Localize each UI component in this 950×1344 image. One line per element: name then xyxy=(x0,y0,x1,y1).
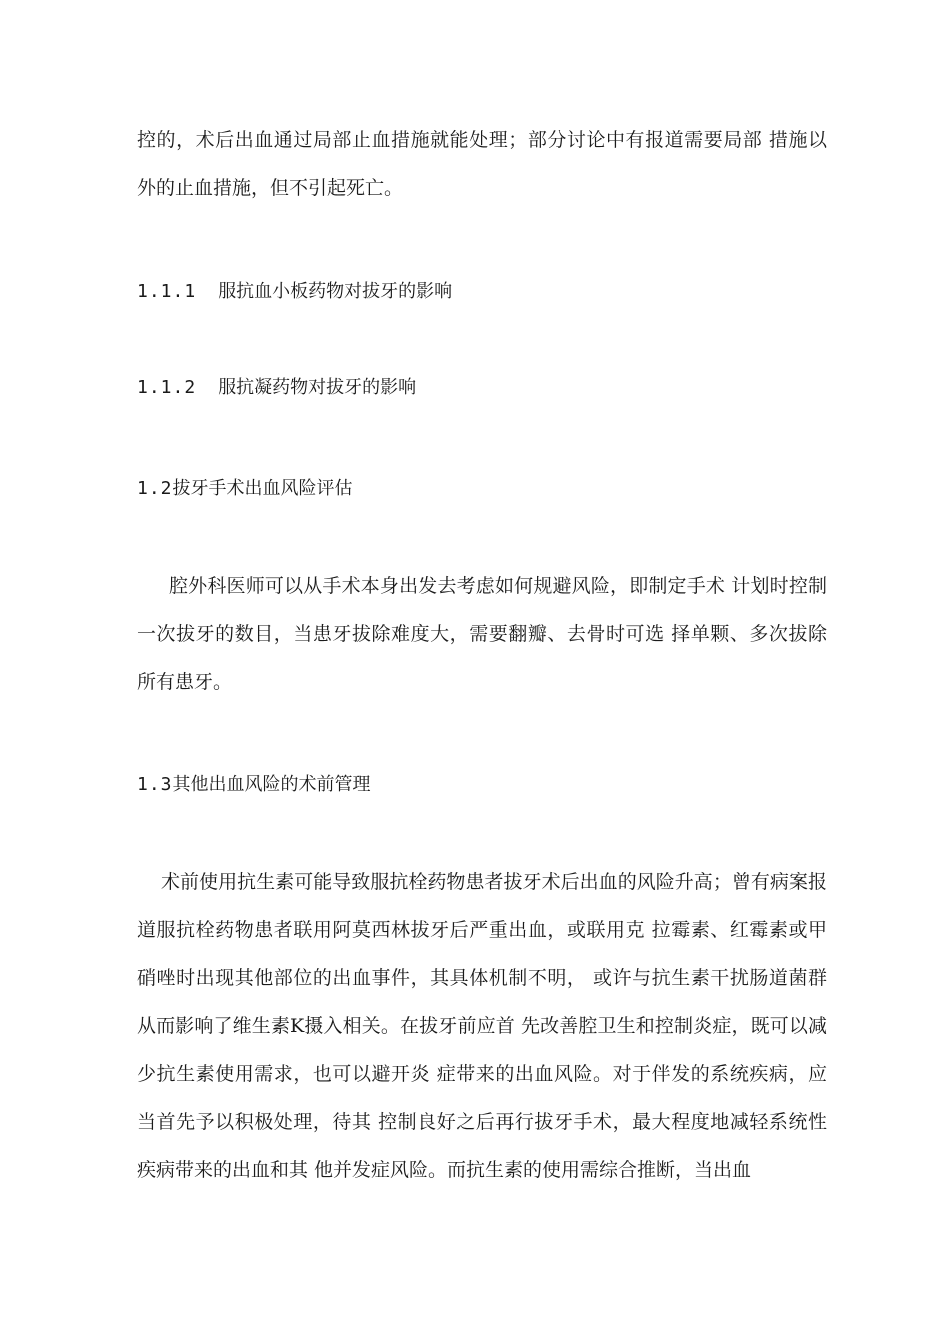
section-number: 1.1.1 xyxy=(137,281,197,302)
paragraph-risk-assessment: 腔外科医师可以从手术本身出发去考虑如何规避风险，即制定手术 计划时控制一次拔牙的数目，当患牙拔除难度大，需要翻瓣、去骨时可选 择单颗、多次拔除所有患牙。 xyxy=(137,575,827,693)
paragraph-preoperative-management: 术前使用抗生素可能导致服抗栓药物患者拔牙术后出血的风险升高；曾有病案报道服抗栓药物患者联用阿莫西林拔牙后严重出血，或联用克 拉霉素、红霉素或甲硝唑时出现其他部位的出血事件，其具体机制不明， 或许与抗生素干扰肠道菌群从而影响了维生素K摄入相关。在拔牙前应首 先改善腔卫生和控制炎症，既可以减少抗生素使用需求，也可以避开炎 症带来的出血风险。对于伴发的系统疾病，应当首先予以积极处理，待其 控制良好之后再行拔牙手术，最大程度地减轻系统性疾病带来的出血和其 他并发症风险。而抗生素的使用需综合推断，当出血 xyxy=(137,871,827,1181)
section-title: 服抗血小板药物对拔牙的影响 xyxy=(218,281,453,302)
section-heading-1-2 xyxy=(137,475,827,503)
section-title: 其他出血风险的术前管理 xyxy=(172,774,371,795)
section-number: 1.2 xyxy=(137,478,173,499)
paragraph-postoperative-bleeding: 控的，术后出血通过局部止血措施就能处理；部分讨论中有报道需要局部 措施以外的止血措施，但不引起死亡。 xyxy=(137,129,827,199)
section-number: 1.3 xyxy=(137,774,173,795)
section-heading-1-1-1 xyxy=(137,278,827,306)
section-title: 服抗凝药物对拔牙的影响 xyxy=(218,377,417,398)
section-number: 1.1.2 xyxy=(137,377,197,398)
section-heading-1-1-2 xyxy=(137,374,827,402)
section-title: 拔牙手术出血风险评估 xyxy=(172,478,353,499)
section-heading-1-3 xyxy=(137,771,827,799)
